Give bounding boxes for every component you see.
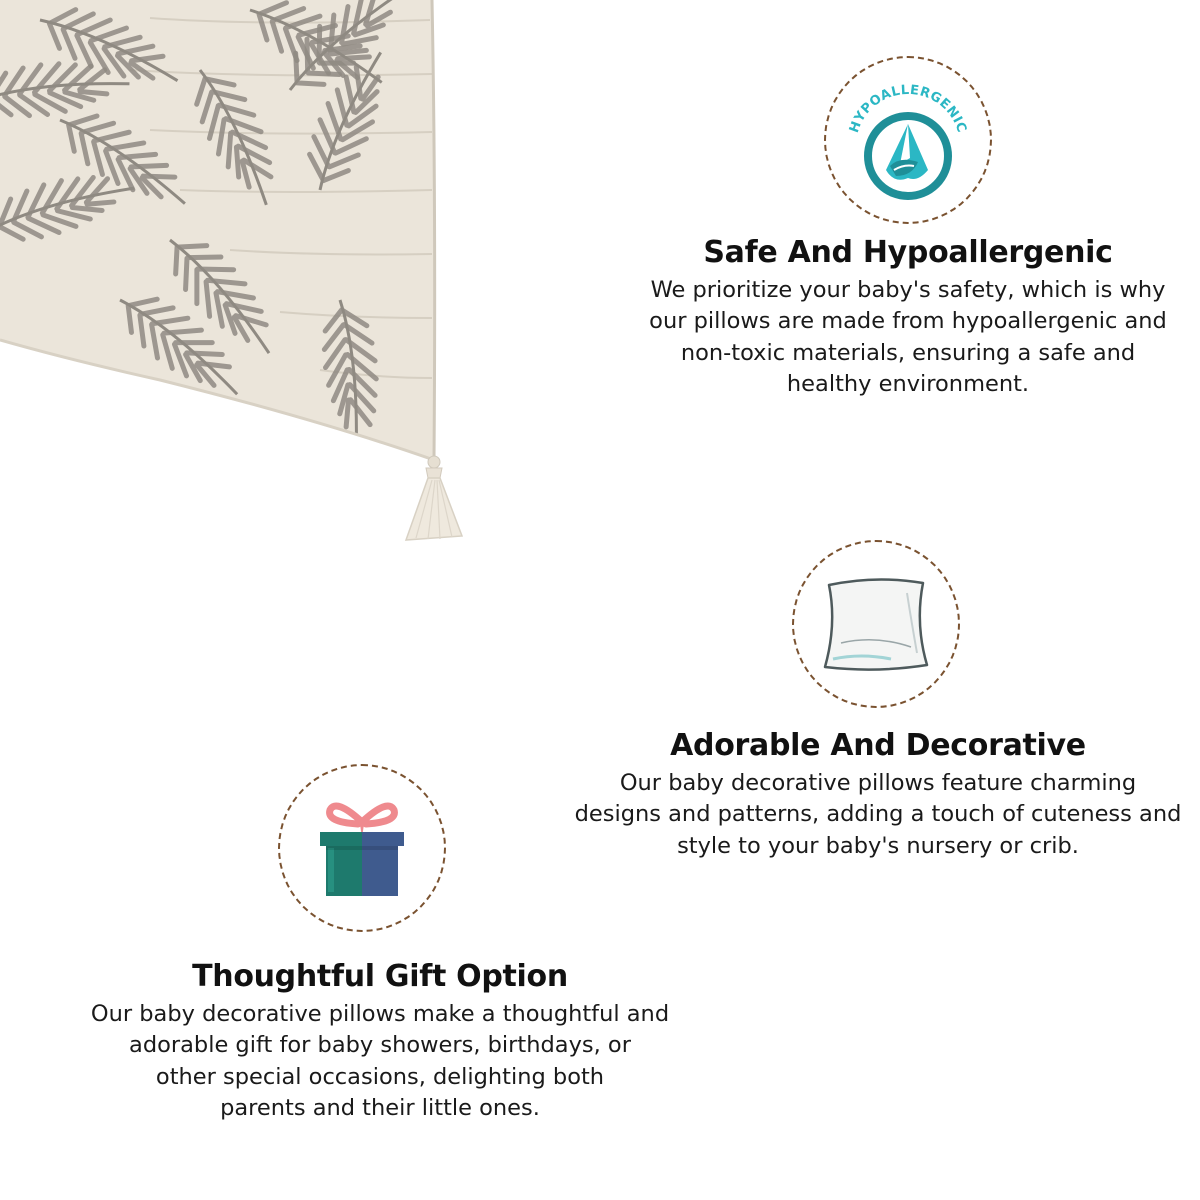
feature-text-decorative: Our baby decorative pillows feature charming designs and patterns, adding a touch of cuteness and style to your baby's nursery or crib. <box>574 769 1182 859</box>
feature-text-hypoallergenic: We prioritize your baby's safety, which is why our pillows are made from hypoallergenic and non-toxic materials, ensuring a safe and healthy environment. <box>649 276 1167 397</box>
gift-badge <box>278 764 446 932</box>
hypoallergenic-badge-icon <box>834 66 982 214</box>
badge-arc-text: HYPOALLERGENIC <box>846 82 970 135</box>
feature-gift <box>70 960 690 1125</box>
pillow-badge <box>792 540 960 708</box>
feature-title-gift: Thoughtful Gift Option <box>192 959 568 994</box>
gift-box-icon <box>302 788 422 908</box>
feature-decorative <box>560 729 1196 862</box>
feature-hypoallergenic <box>600 236 1200 401</box>
pillow-icon <box>811 569 941 679</box>
tassel <box>406 456 462 540</box>
feature-title-decorative: Adorable And Decorative <box>670 728 1086 763</box>
feature-text-gift: Our baby decorative pillows make a thoughtful and adorable gift for baby showers, birthdays, or other special occasions, delighting both parents and their little ones. <box>90 1000 670 1121</box>
hypoallergenic-badge <box>824 56 992 224</box>
pillow-corner-photo <box>0 0 470 560</box>
feature-title-hypoallergenic: Safe And Hypoallergenic <box>703 235 1113 270</box>
